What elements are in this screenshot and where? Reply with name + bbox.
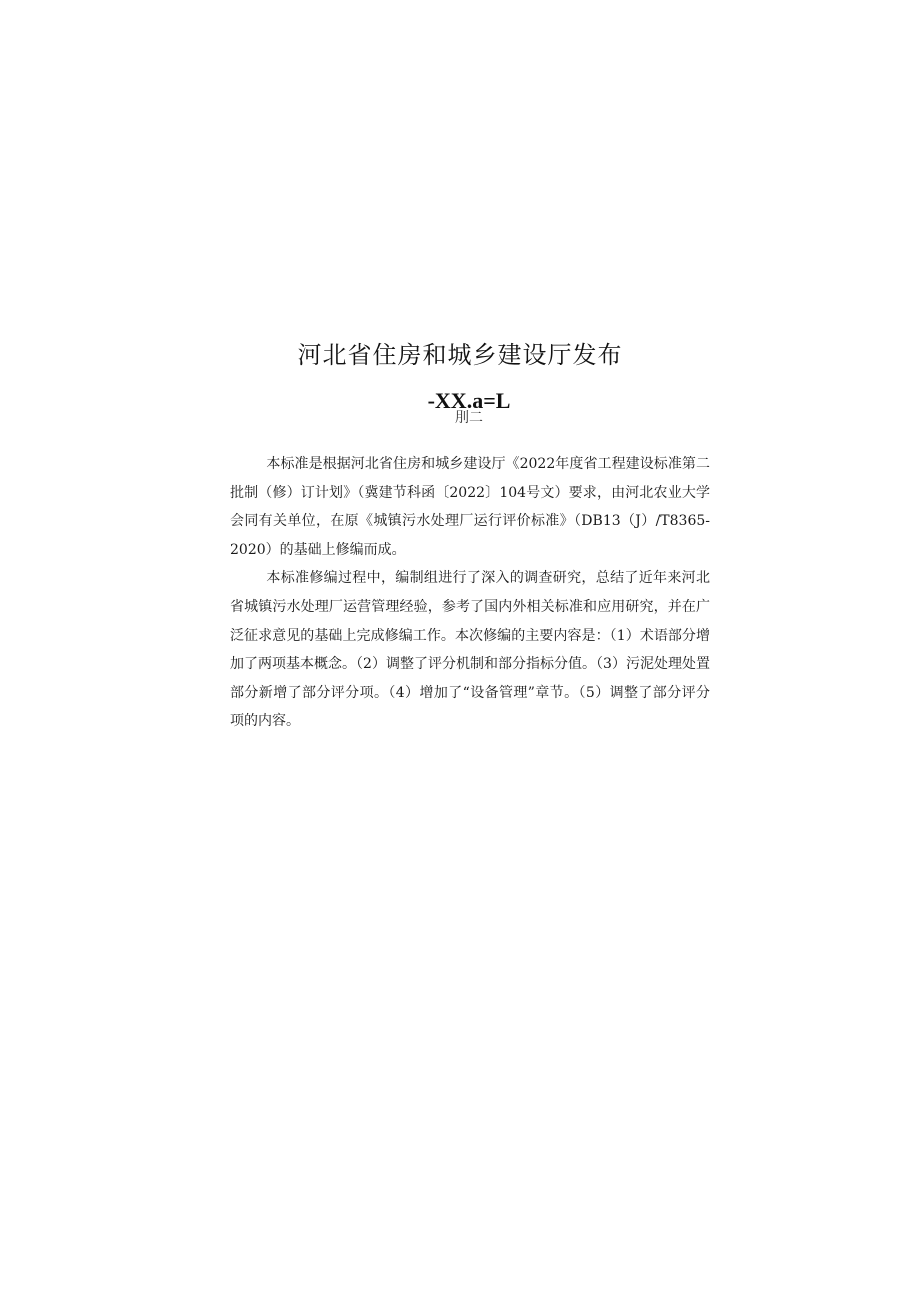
publisher-title: 河北省住房和城乡建设厅发布 (297, 341, 623, 369)
paragraph-1: 本标准是根据河北省住房和城乡建设厅《2022年度省工程建设标准第二批制（修）订计划》（冀建节科函〔2022〕104号文）要求，由河北农业大学会同有关单位，在原《城镇污水处理厂运行评价标准》（DB13（J）/T8365-2020）的基础上修编而成。 (230, 456, 710, 558)
foreword-body (230, 450, 710, 736)
paragraph-2: 本标准修编过程中，编制组进行了深入的调查研究，总结了近年来河北省城镇污水处理厂运营管理经验，参考了国内外相关标准和应用研究，并在广泛征求意见的基础上完成修编工作。本次修编的主要内容是：（1）术语部分增加了两项基本概念。（2）调整了评分机制和部分指标分值。（3）污泥处理处置部分新增了部分评分项。（4）增加了“设备管理”章节。（5）调整了部分评分项的内容。 (230, 570, 710, 730)
foreword-heading: 刖二 (455, 410, 483, 426)
foreword-heading-ocr: -XX.a=L (427, 388, 511, 413)
